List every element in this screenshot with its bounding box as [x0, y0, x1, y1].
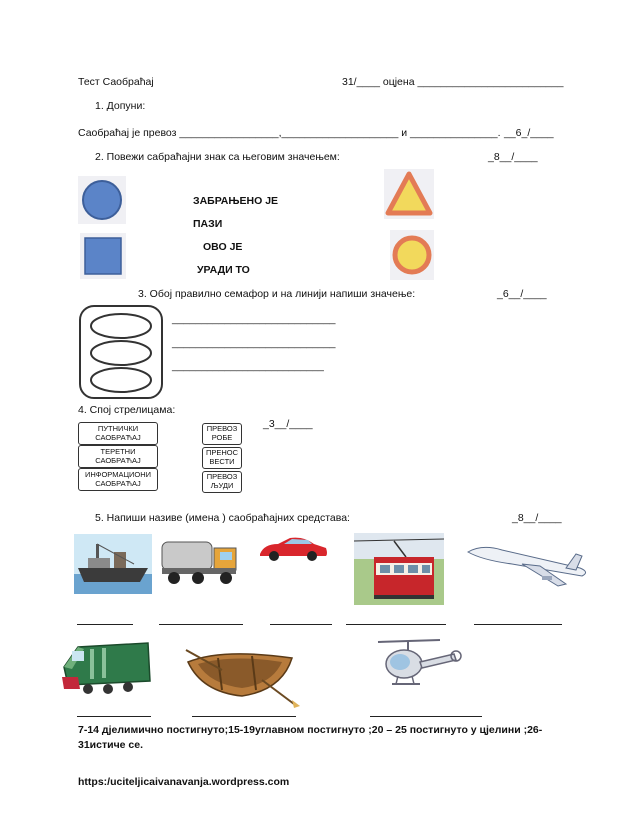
answer-line-truck[interactable]	[159, 624, 243, 625]
airplane-icon	[462, 534, 594, 592]
q1-text: Саобраћај је превоз _________________,____________________ и _______________.	[78, 127, 501, 139]
right-label-prevoz-ljudi: ПРЕВОЗ ЉУДИ	[202, 471, 242, 493]
q3-points: _6__/____	[497, 288, 547, 300]
tram-icon	[354, 533, 444, 605]
answer-line-tram[interactable]	[346, 624, 446, 625]
q5-heading: 5. Напиши називе (имена ) саобраћајних средстава:	[95, 512, 350, 524]
right-label-prevoz-robe: ПРЕВОЗ РОБЕ	[202, 423, 242, 445]
helicopter-icon	[370, 636, 466, 696]
left-label-informacioni: ИНФОРМАЦИОНИ САОБРАЋАЈ	[78, 468, 158, 491]
grading-scale: 7-14 дјелимично постигнуто;15-19углавном постигнуто ;20 – 25 постигнуто у цјелини ;26-	[78, 724, 543, 736]
test-title: Тест Саобраћај	[78, 76, 154, 88]
left-label-putnicki: ПУТНИЧКИ САОБРАЋАЈ	[78, 422, 158, 445]
label-pazi: ПАЗИ	[193, 218, 223, 230]
warning-triangle-sign-icon	[384, 169, 434, 219]
answer-line-train[interactable]	[77, 716, 151, 717]
q2-heading: 2. Повежи сабраћајни знак са његовим значењем:	[95, 151, 340, 163]
right-label-prenos-vesti: ПРЕНОС ВЕСТИ	[202, 447, 242, 469]
truck-icon	[158, 534, 240, 586]
grading-scale-continued: 31истиче се.	[78, 739, 144, 751]
q4-right-column	[202, 420, 244, 492]
label-zabranjeno: ЗАБРАЊЕНО ЈЕ	[193, 195, 279, 207]
answer-line-boat[interactable]	[192, 716, 296, 717]
score-line: 31/____ оцјена _________________________	[342, 76, 564, 88]
q3-line-yellow[interactable]: ____________________________	[172, 337, 336, 349]
q1-heading: 1. Допуни:	[95, 100, 146, 112]
q3-line-green[interactable]: __________________________	[172, 360, 324, 372]
answer-line-ship[interactable]	[77, 624, 133, 625]
q2-points: _8__/____	[488, 151, 538, 163]
blue-square-sign-icon	[80, 233, 126, 279]
q3-heading: 3. Обој правилно семафор и на линији напиши значење:	[138, 288, 416, 300]
answer-line-car[interactable]	[270, 624, 332, 625]
source-url[interactable]: https:/uciteljicaivanavanja.wordpress.com	[78, 776, 290, 788]
answer-line-airplane[interactable]	[474, 624, 562, 625]
q3-line-red[interactable]: ____________________________	[172, 313, 336, 325]
ship-icon	[74, 534, 152, 594]
q4-left-column	[78, 420, 162, 492]
q4-points: _3__/____	[263, 418, 313, 430]
car-icon	[256, 534, 330, 564]
train-icon	[58, 637, 154, 697]
left-label-teretni: ТЕРЕТНИ САОБРАЋАЈ	[78, 445, 158, 468]
q4-heading: 4. Спој стрелицама:	[78, 404, 176, 416]
label-uradi-to: УРАДИ ТО	[197, 264, 250, 276]
q1-points: __6_/____	[504, 127, 554, 139]
traffic-light-icon	[78, 304, 164, 400]
label-ovo-je: ОВО ЈЕ	[203, 241, 243, 253]
answer-line-helicopter[interactable]	[370, 716, 482, 717]
q5-points: _8__/____	[512, 512, 562, 524]
blue-circle-sign-icon	[78, 176, 126, 224]
boat-icon	[182, 640, 302, 710]
prohibition-circle-sign-icon	[390, 230, 434, 280]
